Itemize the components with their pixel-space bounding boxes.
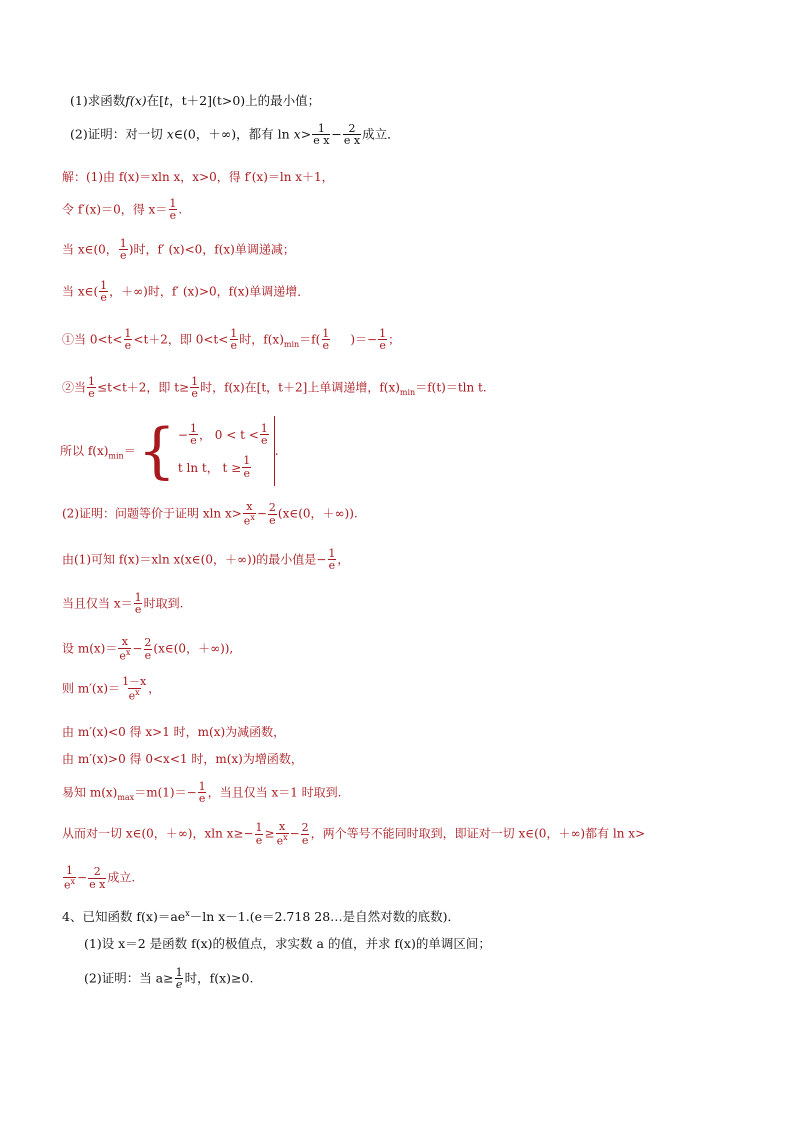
fraction: 1 e	[260, 421, 268, 448]
solution-line-8: (2)证明：问题等价于证明 xln x> $\frac{x}{e^x}$ − $\frac{2}{e}$ (x∈(0，＋∞)).	[62, 500, 358, 528]
fraction: $\frac{1}{e}$	[100, 278, 108, 305]
solution-line-14: 由 m′(x)>0 得 0<x<1 时，m(x)为增函数，	[62, 752, 303, 766]
fraction: $\frac{1-x}{e^x}$	[122, 675, 147, 703]
question-4-part-1: (1)设 x＝2 是函数 f(x)的极值点，求实数 a 的值，并求 f(x)的单调区间；	[84, 936, 491, 951]
fraction: $\frac{1}{e}$	[322, 326, 330, 353]
fraction: $\frac{1}{e}$	[379, 326, 387, 353]
question-1-line: (1)求函数f(x)在[t，t＋2](t>0)上的最小值；	[70, 93, 321, 108]
solution-line-2: 令 f′(x)＝0，得 x＝ $\frac{1}{e}$ .	[62, 196, 183, 223]
fraction: $\frac{1}{e}$	[189, 421, 197, 448]
fraction: $\frac{x}{e^x}$	[276, 820, 288, 848]
fraction: $\frac{1}{e}$	[169, 196, 177, 223]
solution-line-13: 由 m′(x)<0 得 x>1 时，m(x)为减函数，	[62, 725, 286, 739]
question-4-title: 4、已知函数 $f(x)=ae^x-\ln$ x－1.(e＝2.718 28…是自然对数的底数)．	[62, 908, 461, 924]
piecewise-result: 所以 $f(x)_{min}=$ { − $\frac{1}{e}$ ， 0 < t < 1 e t ln t， t ≥ $\frac{1}{e}$ .	[60, 416, 279, 486]
solution-line-9: 由(1)可知 f(x)＝xln x(x∈(0，＋∞))的最小值是− $\frac{1}{e}$ ，	[62, 546, 350, 573]
question-2-line: (2)证明：对一切 x∈(0，＋∞)，都有 ln x> $\frac{1}{\text{e x}}$ − $\frac{2}{\text{e x}}$ 成立．	[70, 121, 400, 148]
piecewise-case-1: − $\frac{1}{e}$ ， 0 < t < 1 e	[177, 421, 268, 448]
solution-line-1: 解：(1)由 f(x)＝xln x，x>0，得 f′(x)＝ln x＋1，	[62, 170, 334, 184]
fraction: $\frac{1}{e}$	[134, 590, 142, 617]
fraction: $\frac{x}{e^x}$	[119, 635, 131, 663]
solution-line-6: ②当 $\frac{1}{e}$ ≤t<t＋2，即 t≥ $\frac{1}{e}$ 时，f(x)在[t，t＋2]上单调递增，$f(x)_{min}=f(t)=tln$ t.	[62, 374, 487, 401]
solution-line-4: 当 x∈( $\frac{1}{e}$ ，＋∞)时，f′ (x)>0，f(x)单调递增．	[62, 278, 310, 305]
fraction: $\frac{1}{e}$	[124, 326, 132, 353]
piecewise-case-2: t ln t， t ≥ $\frac{1}{e}$	[177, 454, 251, 480]
fraction: $\frac{2}{e}$	[301, 821, 309, 847]
fraction: $\frac{1}{\text{e x}}$	[313, 121, 330, 148]
solution-line-11: 设 m(x)＝ $\frac{x}{e^x}$ − $\frac{2}{e}$ (x∈(0，＋∞)),	[62, 635, 234, 663]
fraction: $\frac{1}{e}$	[191, 374, 199, 401]
solution-line-5: ①当 0<t< $\frac{1}{e}$ <t＋2，即 0<t< $\frac{1}{e}$ 时，$f(x)_{min}=f$( $\frac{1}{e}$ )＝− $\frac{1}{e}$ ；	[62, 326, 401, 353]
question-4-part-2: (2)证明：当 a≥ $\frac{1}{e}$ 时，f(x)≥0.	[84, 965, 254, 992]
fraction: $\frac{2}{e}$	[144, 636, 152, 662]
solution-line-16: 从而对一切 x∈(0，＋∞)，xln x≥− $\frac{1}{e}$ ≥ $\frac{x}{e^x}$ − $\frac{2}{e}$ ，两个等号不能同时取到，即证对一切 x∈(0，＋∞)都有 ln x>	[62, 820, 646, 848]
fraction: $\frac{1}{e}$	[119, 236, 127, 263]
fraction: $\frac{1}{e}$	[328, 546, 336, 573]
solution-line-3: 当 x∈(0， $\frac{1}{e}$ )时，f′ (x)<0，f(x)单调递减；	[62, 236, 295, 263]
fraction: $\frac{2}{\text{e x}}$	[89, 865, 106, 891]
fraction: $\frac{1}{e}$	[88, 374, 96, 401]
fraction: $\frac{1}{e}$	[243, 454, 251, 480]
fraction: $\frac{2}{e}$	[268, 501, 276, 527]
solution-line-12: 则 m′(x)＝ $\frac{1-x}{e^x}$ ，	[62, 675, 161, 703]
left-brace: {	[137, 416, 176, 486]
fraction: $\frac{1}{e}$	[175, 965, 183, 992]
fraction: $\frac{2}{\text{e x}}$	[343, 121, 361, 148]
fraction: $\frac{1}{e}$	[255, 821, 263, 847]
solution-line-10: 当且仅当 x＝ $\frac{1}{e}$ 时取到.	[62, 590, 184, 617]
solution-line-17: $\frac{1}{e^x}$ − $\frac{2}{\text{e x}}$ 成立.	[64, 864, 136, 892]
fraction: $\frac{x}{e^x}$	[243, 500, 255, 528]
solution-line-15: 易知 $m(x)_{max}=m(1)=-$ $\frac{1}{e}$ ，当且仅当 x＝1 时取到.	[62, 779, 342, 806]
fraction: $\frac{1}{e}$	[198, 779, 206, 806]
fraction: $\frac{1}{e}$	[230, 326, 238, 353]
fraction: $\frac{1}{e^x}$	[64, 864, 76, 892]
